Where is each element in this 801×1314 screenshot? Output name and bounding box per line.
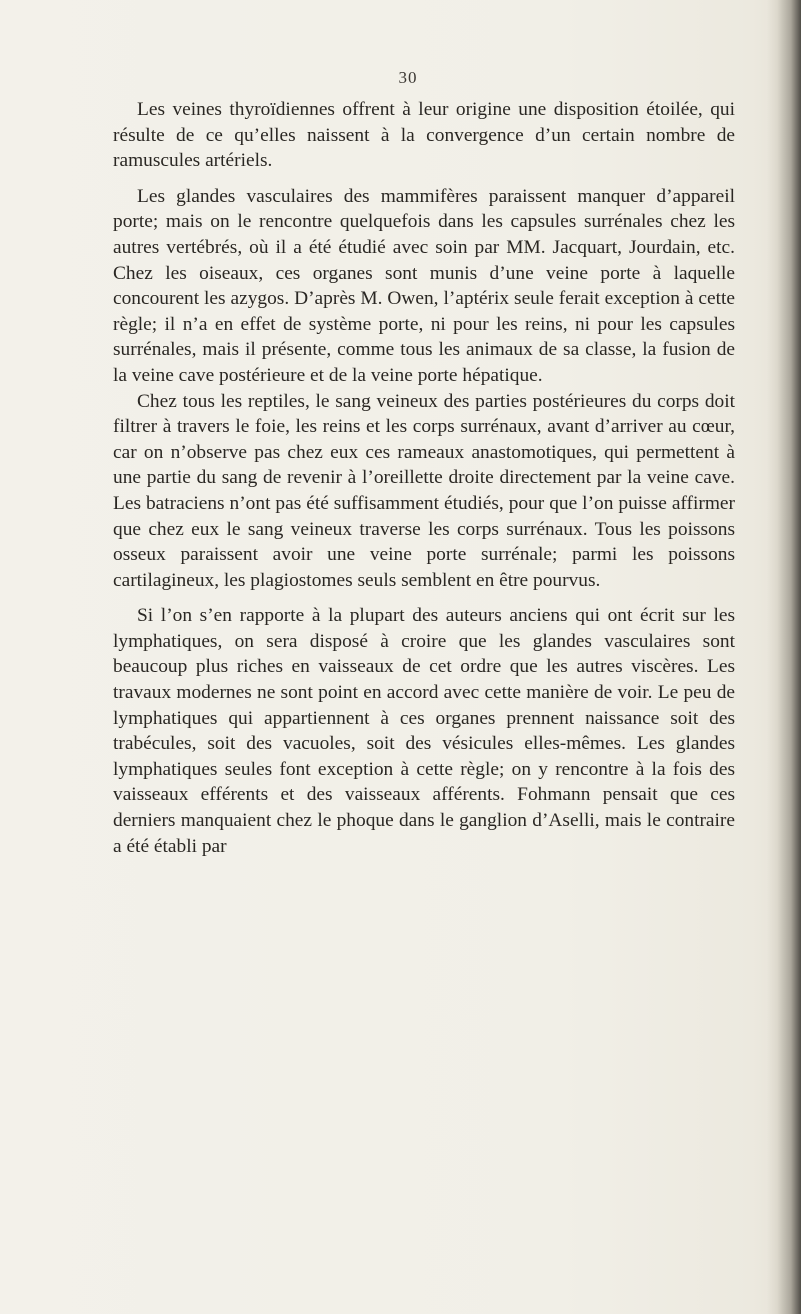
paragraph-portal-system: Les glandes vasculaires des mammifères paraissent manquer d’appareil porte; mais on le rencontre quelquefois dans les capsules surrénales chez les autres vertébrés, où il a été étudié avec soin par MM. Jacquart, Jourdain, etc. Chez les oiseaux, ces organes sont munis d’une veine porte à laquelle concourent les azygos. D’après M. Owen, l’aptérix seule ferait exception à cette règle; il n’a en effet de système porte, ni pour les reins, ni pour les capsules surrénales, mais il présente, comme tous les animaux de sa classe, la fusion de la veine cave postérieure et de la veine porte hépatique.	[113, 185, 735, 386]
paragraph-reptiles: Chez tous les reptiles, le sang veineux des parties postérieures du corps doit filtrer à travers le foie, les reins et les corps surrénaux, avant d’arriver au cœur, car on n’observe pas chez eux ces rameaux anastomotiques, qui permettent à une partie du sang de revenir à l’oreillette droite directement par la veine cave. Les batraciens n’ont pas été suffisamment étudiés, pour que l’on puisse affirmer que chez eux le sang veineux traverse les corps surrénaux. Tous les poissons osseux paraissent avoir une veine porte surrénale; parmi les poissons cartilagineux, les plagiostomes seuls semblent en être pourvus.	[113, 390, 735, 591]
paragraph-lymphatics: Si l’on s’en rapporte à la plupart des auteurs anciens qui ont écrit sur les lymphatiques, on sera disposé à croire que les glandes vasculaires sont beaucoup plus riches en vaisseaux de cet ordre que les autres viscères. Les travaux modernes ne sont point en accord avec cette manière de voir. Le peu de lymphatiques qui appartiennent à ces organes prennent naissance soit des trabécules, soit des vacuoles, soit des vésicules elles-mêmes. Les glandes lymphatiques seules font exception à cette règle; on y rencontre à la fois des vaisseaux efférents et des vaisseaux afférents. Fohmann pensait que ces derniers manquaient chez le phoque dans le ganglion d’Aselli, mais le contraire a été établi par	[113, 605, 735, 857]
body-text	[113, 97, 735, 859]
page-binding-shadow	[767, 0, 801, 1314]
page-number: 30	[398, 68, 418, 87]
paragraph-thyroid-veins: Les veines thyroïdiennes offrent à leur origine une disposition étoilée, qui résulte de ce qu’elles naissent à la convergence d’un certain nombre de ramuscules artériels.	[113, 99, 735, 172]
